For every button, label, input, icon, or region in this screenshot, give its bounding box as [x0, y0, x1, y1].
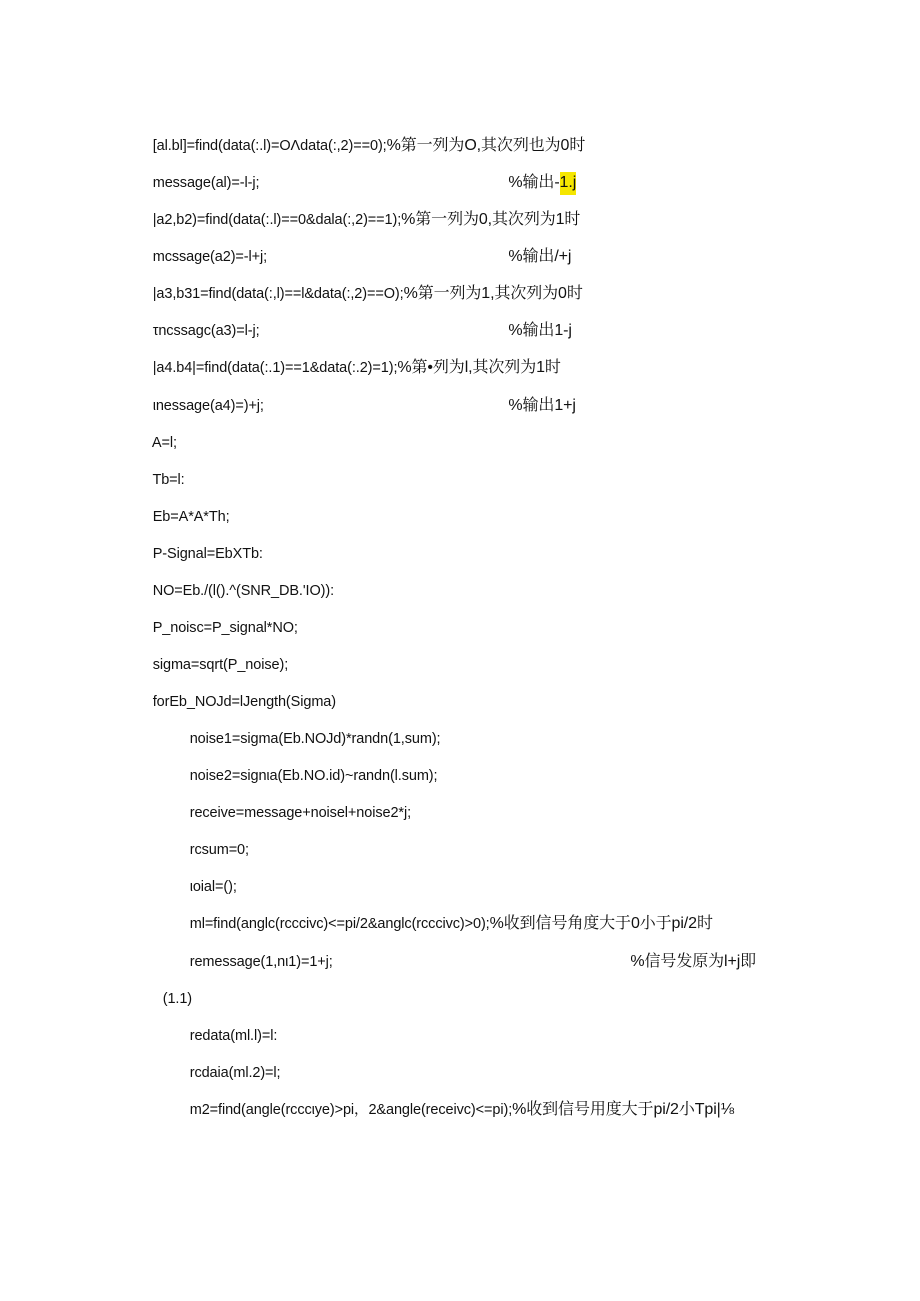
code-text: |a4.b4|=find(data(:.1)==1&data(:.2)=1); — [152, 360, 398, 376]
code-text: |a2,b2)=find(data(:.l)==0&dala(:,2)==1); — [152, 212, 402, 228]
code-text: noise2=signιa(Eb.NO.id)~randn(l.sum); — [189, 768, 438, 784]
code-text: message(al)=-l-j; — [152, 175, 260, 191]
code-text: ιoial=(); — [189, 879, 237, 895]
code-text: ιnessage(a4)=)+j; — [152, 398, 264, 414]
code-comment: %第一列为0,其次列为1时 — [401, 211, 581, 228]
code-text: [al.bl]=find(data(:.l)=OΛdata(:,2)==0); — [152, 138, 387, 154]
code-text: rcdaia(ml.2)=l; — [189, 1065, 281, 1081]
code-comment: %第•列为l,其次列为1时 — [397, 359, 561, 376]
code-text: ml=find(anglc(rcccivc)<=pi/2&anglc(rcccivc)>0); — [189, 916, 490, 932]
code-text: A=l; — [151, 435, 177, 451]
code-comment: %收到信号用度大于pi/2小Tpi|⅛ — [512, 1101, 734, 1118]
code-line-27 — [174, 1080, 734, 1140]
code-text: forEb_NOJd=lJength(Sigma) — [152, 694, 336, 710]
code-text: (1.1) — [162, 991, 193, 1007]
code-text: P_noisc=P_signal*NO; — [152, 620, 298, 636]
code-text: receive=message+noisel+noise2*j; — [189, 805, 412, 821]
code-comment: %输出1-j — [508, 322, 572, 339]
code-line-23 — [174, 932, 333, 992]
code-comment: %收到信号角度大于0小于pi/2时 — [489, 915, 713, 932]
highlighted-text: 1.j — [560, 172, 577, 195]
code-text: mcssage(a2)=-l+j; — [152, 249, 268, 265]
code-comment: %输出/+j — [508, 248, 572, 265]
code-comment-line-8 — [491, 376, 576, 436]
code-text: Eb=A*A*Th; — [152, 509, 230, 525]
code-text: noise1=sigma(Eb.NOJd)*randn(1,sum); — [189, 731, 441, 747]
code-text: rcsum=0; — [189, 842, 249, 858]
code-comment: %信号发原为l+j即 — [630, 953, 757, 970]
code-comment: %第一列为1,其次列为0时 — [403, 285, 583, 302]
code-comment: %第一列为O,其次列也为0时 — [386, 137, 586, 154]
code-text: P-Signal=EbXTb: — [152, 546, 263, 562]
code-comment-line-23 — [613, 932, 756, 992]
code-text: NO=Eb./(l().^(SNR_DB.'IO)): — [152, 583, 335, 599]
code-text: m2=find(angle(rcccιye)>pi，2&angle(receivc)<=pi); — [189, 1102, 513, 1118]
code-text: τncssagc(a3)=l-j; — [152, 323, 260, 339]
code-text: sigma=sqrt(P_noise); — [152, 657, 289, 673]
code-text: redata(ml.l)=l: — [189, 1028, 278, 1044]
code-comment: %输出1+j — [508, 397, 576, 414]
code-text: Tb=l: — [152, 472, 185, 488]
code-comment: %输出- — [508, 174, 560, 191]
code-text: remessage(1,nι1)=1+j; — [189, 954, 333, 970]
code-text: |a3,b31=find(data(:,l)==l&data(:,2)==O); — [152, 286, 404, 302]
